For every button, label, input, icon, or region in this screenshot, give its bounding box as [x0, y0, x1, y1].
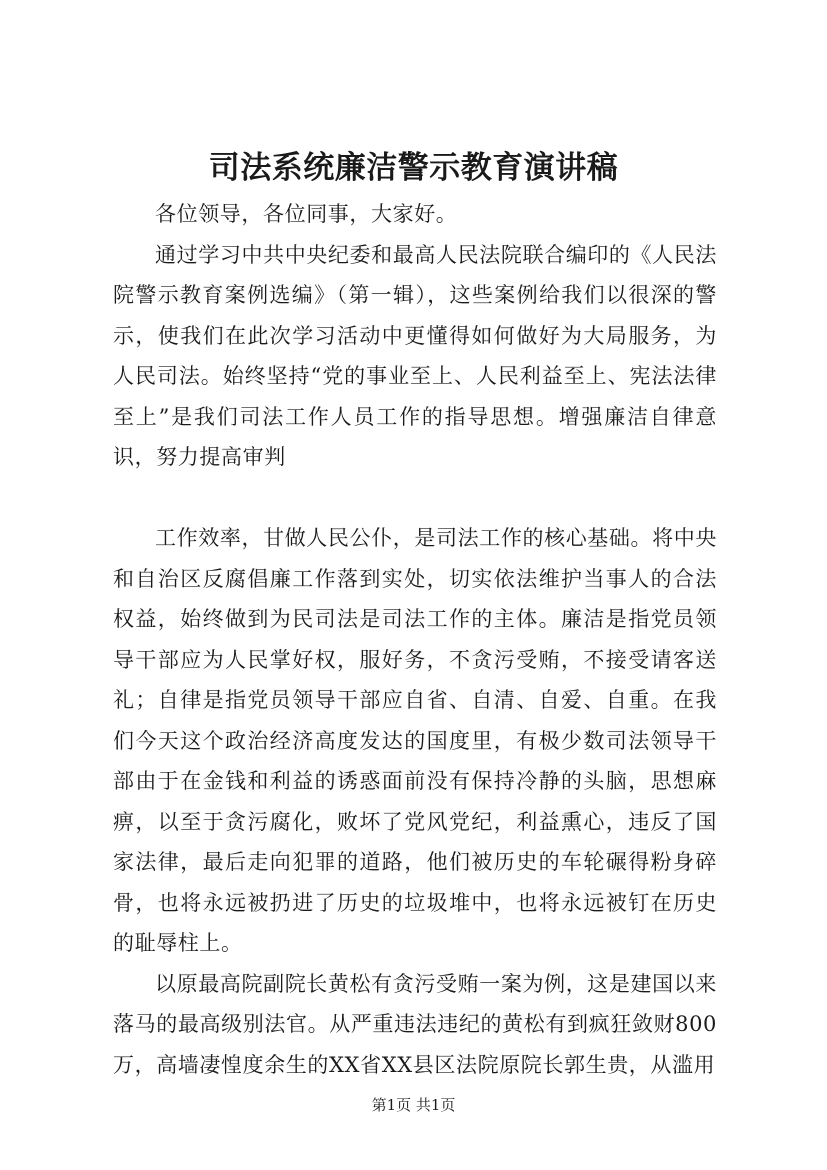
paragraph-case-example: 以原最高院副院长黄松有贪污受贿一案为例，这是建国以来落马的最高级别法官。从严重违法违纪的黄松有到疯狂敛财800万，高墙凄惶度余生的XX省XX县区法院原院长郭生贵，从滥用	[113, 971, 717, 1077]
paragraph-efficiency: 工作效率，甘做人民公仆，是司法工作的核心基础。将中央和自治区反腐倡廉工作落到实处，切实依法维护当事人的合法权益，始终做到为民司法是司法工作的主体。廉洁是指党员领导干部应为人民掌好权，服好务，不贪污受贿，不接受请客送礼；自律是指党员领导干部应自省、自清、自爱、自重。在我们今天这个政治经济高度发达的国度里，有极少数司法领导干部由于在金钱和利益的诱惑面前没有保持冷静的头脑，思想麻痹，以至于贪污腐化，败坏了党风党纪，利益熏心，违反了国家法律，最后走向犯罪的道路，他们被历史的车轮碾得粉身碎骨，也将永远被扔进了历史的垃圾堆中，也将永远被钉在历史的耻辱柱上。	[113, 526, 717, 955]
page-number-footer: 第1页 共1页	[371, 1096, 456, 1114]
paragraph-intro: 通过学习中共中央纪委和最高人民法院联合编印的《人民法院警示教育案例选编》（第一辑），这些案例给我们以很深的警示，使我们在此次学习活动中更懂得如何做好为大局服务，为人民司法。始终坚持“党的事业至上、人民利益至上、宪法法律至上”是我们司法工作人员工作的指导思想。增强廉洁自律意识，努力提高审判	[113, 242, 717, 469]
paragraph-greeting: 各位领导，各位同事，大家好。	[155, 202, 458, 226]
document-title: 司法系统廉洁警示教育演讲稿	[208, 150, 619, 186]
document-body	[113, 194, 717, 1085]
